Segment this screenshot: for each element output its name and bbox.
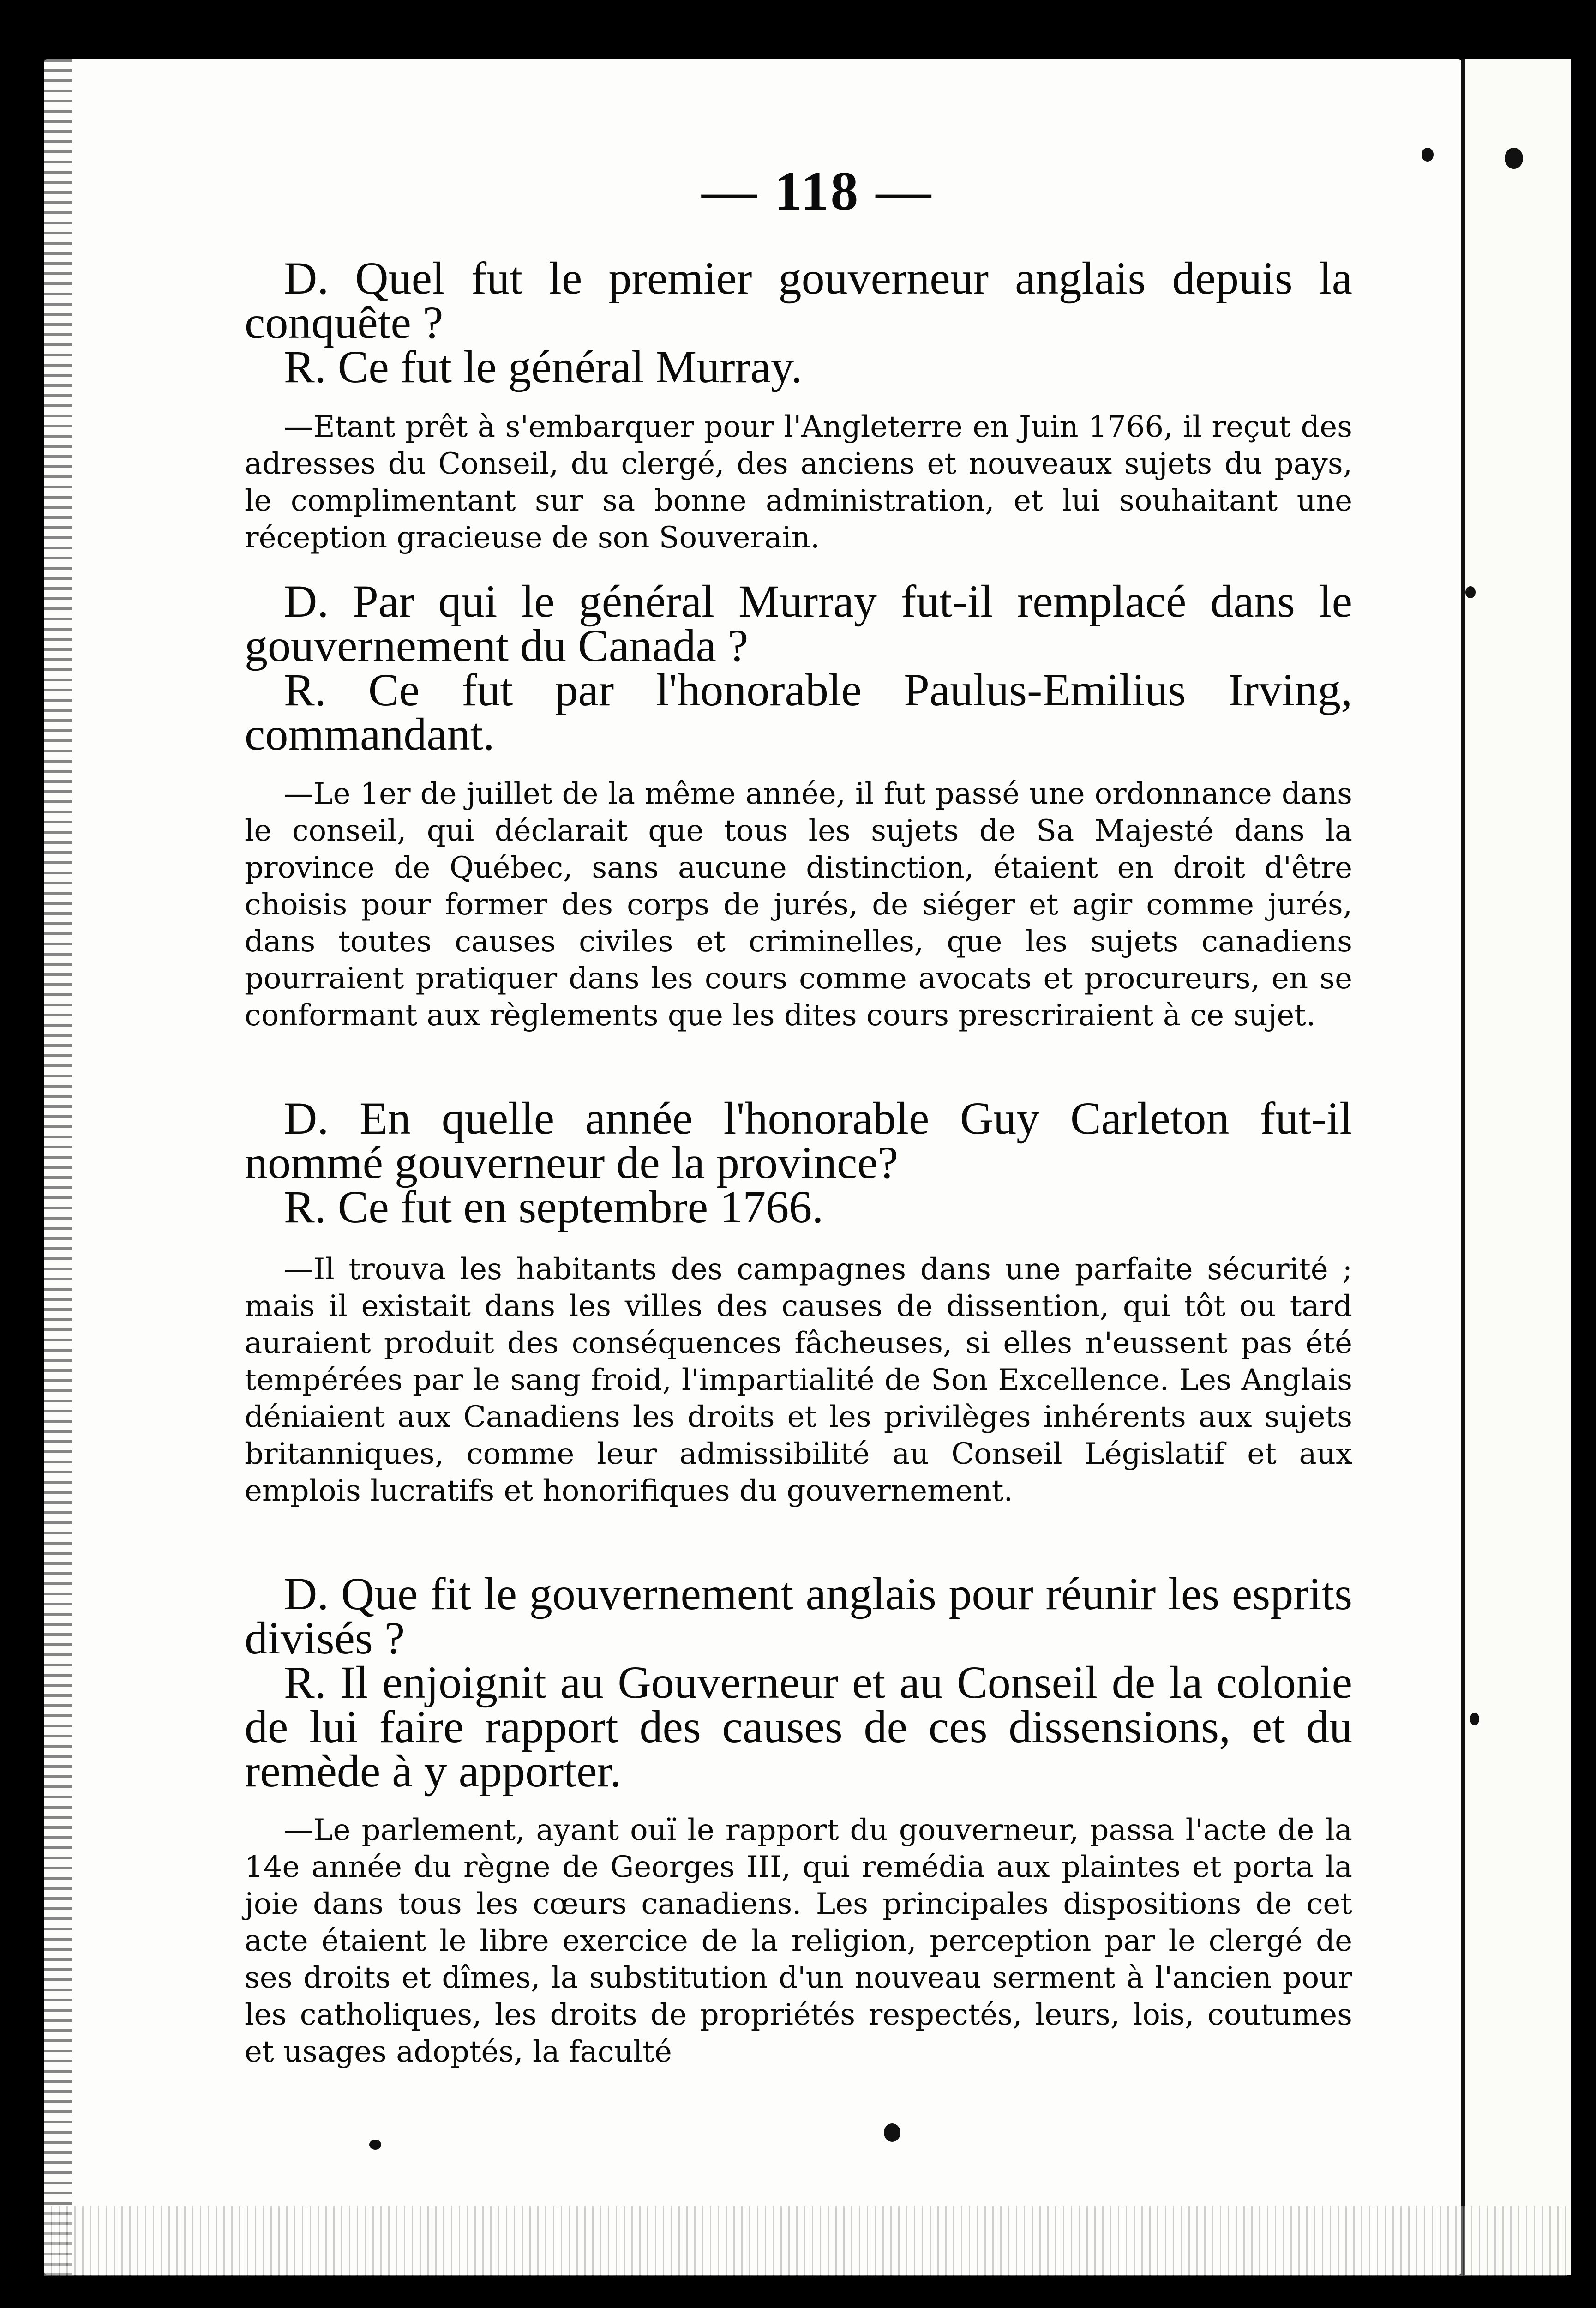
question-1: D. Quel fut le premier gouverneur anglais depuis la conquête ? bbox=[245, 252, 1352, 348]
qa-block-4 bbox=[245, 1568, 1352, 1797]
note-4: —Le parlement, ayant ouï le rapport du gouverneur, passa l'acte de la 14e année du règne de Georges III, qui remédia aux plaintes et porta la joie dans tous les cœurs canadiens. Les principales dispositions de cet acte étaient le libre exercice de la religion, perception par le clergé de ses droits et dîmes, la substitution d'un nouveau serment à l'ancien pour les catholiques, les droits de propriétés respectés, leurs, lois, coutumes et usages adoptés, la faculté bbox=[245, 1813, 1352, 2069]
page-margin-right bbox=[1461, 59, 1571, 2275]
answer-1: R. Ce fut le général Murray. bbox=[284, 341, 803, 392]
answer-4: R. Il enjoignit au Gouverneur et au Conseil de la colonie de lui faire rapport des causes de ces dissensions, et du remède à y apporter. bbox=[245, 1657, 1352, 1797]
note-3: —Il trouva les habitants des campagnes dans une parfaite sécurité ; mais il existait dans les villes des causes de dissention, qui tôt ou tard auraient produit des conséquences fâcheuses, si elles n'eussent pas été tempérées par le sang froid, l'impartialité de Son Excellence. Les Anglais déniaient aux Canadiens les droits et les privilèges inhérents aux sujets britanniques, comme leur admissibilité au Conseil Législatif et aux emplois lucratifs et honorifiques du gouvernement. bbox=[245, 1252, 1352, 1508]
scan-noise-bottom bbox=[44, 2206, 1567, 2276]
scan-speck bbox=[1470, 1713, 1479, 1725]
scan-speck bbox=[369, 2140, 381, 2150]
scan-speck bbox=[1505, 148, 1523, 169]
question-3: D. En quelle année l'honorable Guy Carleton fut-il nommé gouverneur de la province? bbox=[245, 1093, 1352, 1188]
note-2: —Le 1er de juillet de la même année, il fut passé une ordonnance dans le conseil, qui déclarait que tous les sujets de Sa Majesté dans la province de Québec, sans aucune distinction, étaient en droit d'être choisis pour former des corps de jurés, de siéger et agir comme jurés, dans toutes causes civiles et criminelles, que les sujets canadiens pourraient pratiquer dans les cours comme avocats et procureurs, en se conformant aux règlements que les dites cours prescriraient à ce sujet. bbox=[245, 777, 1352, 1033]
answer-2: R. Ce fut par l'honorable Paulus-Emilius Irving, commandant. bbox=[245, 664, 1352, 760]
binding-edge bbox=[44, 59, 72, 2275]
note-block-2 bbox=[245, 775, 1352, 1034]
note-block-4 bbox=[245, 1812, 1352, 2070]
scan-speck bbox=[1465, 586, 1476, 598]
note-1: —Etant prêt à s'embarquer pour l'Angleterre en Juin 1766, il reçut des adresses du Conseil, du clergé, des anciens et nouveaux sujets du pays, le complimentant sur sa bonne administration, et lui souhaitant une réception gracieuse de son Souverain. bbox=[245, 410, 1352, 555]
page-number: — 118 — bbox=[702, 160, 933, 222]
answer-3: R. Ce fut en septembre 1766. bbox=[284, 1181, 824, 1232]
note-block-1 bbox=[245, 409, 1352, 556]
scan-speck bbox=[1422, 148, 1434, 162]
qa-block-3 bbox=[245, 1093, 1352, 1232]
qa-block-2 bbox=[245, 576, 1352, 760]
note-block-3 bbox=[245, 1251, 1352, 1509]
qa-block-1 bbox=[245, 252, 1352, 392]
scan-speck bbox=[884, 2123, 900, 2142]
question-2: D. Par qui le général Murray fut-il remplacé dans le gouvernement du Canada ? bbox=[245, 576, 1352, 671]
question-4: D. Que fit le gouvernement anglais pour réunir les esprits divisés ? bbox=[245, 1568, 1352, 1664]
